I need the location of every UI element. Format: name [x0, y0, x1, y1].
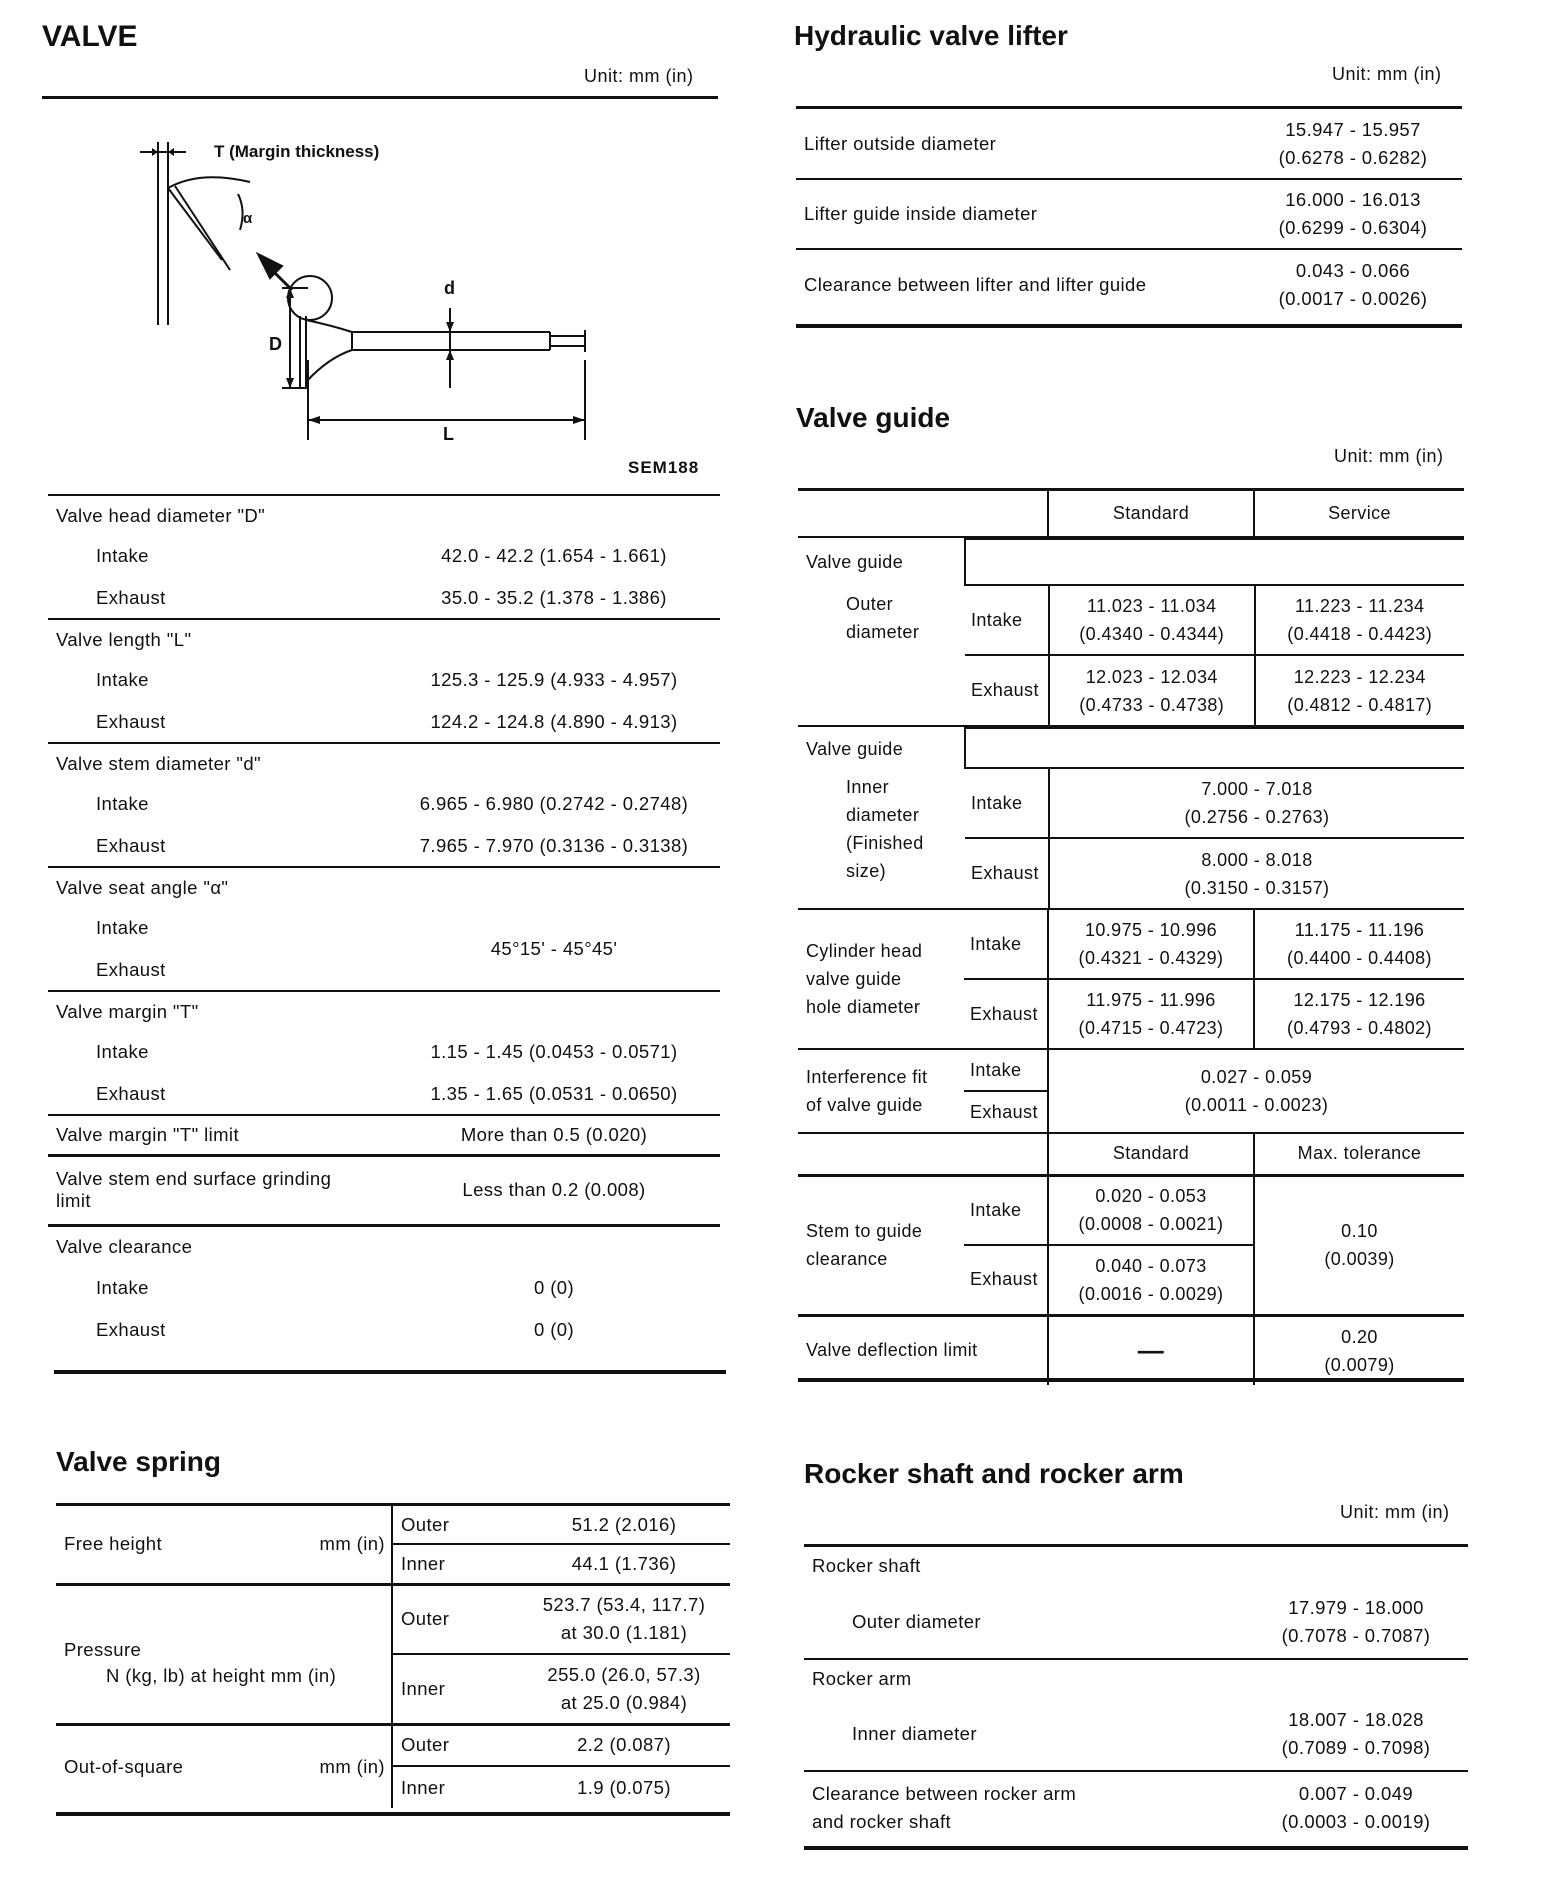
pressure-inner-value: 255.0 (26.0, 57.3) [547, 1663, 701, 1685]
guide-title: Valve guide [796, 402, 951, 433]
stem-intake: 0.020 - 0.053 (0.0008 - 0.0021) [1048, 1175, 1254, 1245]
valve-rule [42, 96, 718, 99]
table-row [56, 1724, 730, 1766]
table-row [56, 1584, 730, 1654]
row-label: Intake [96, 1277, 149, 1298]
pressure-inner-height: at 25.0 (0.984) [560, 1691, 688, 1713]
lifter-bottom-rule [796, 324, 1462, 328]
table-row [48, 907, 720, 949]
pressure-inner [518, 1654, 730, 1724]
pressure-cell [56, 1584, 392, 1724]
inner-intake: 7.000 - 7.018 (0.2756 - 0.2763) [1049, 768, 1464, 838]
seat-angle-value: 45°15' - 45°45' [490, 937, 618, 959]
table-row [48, 1115, 720, 1155]
table-row [965, 768, 1464, 838]
header-standard-2: Standard [1048, 1133, 1254, 1175]
table-row [48, 659, 720, 701]
inner-exhaust: 8.000 - 8.018 (0.3150 - 0.3157) [1049, 838, 1464, 908]
row-value: 0 (0) [533, 1319, 575, 1340]
rocker-title: Rocker shaft and rocker arm [804, 1458, 1184, 1489]
table-row [798, 726, 1464, 909]
outer-intake-std: 11.023 - 11.034 (0.4340 - 0.4344) [1049, 585, 1255, 655]
group-label: Valve margin "T" [48, 991, 720, 1031]
table-row [48, 1031, 720, 1073]
pressure-unit: N (kg, lb) at height mm (in) [106, 1665, 337, 1686]
table-row [48, 535, 720, 577]
row-value: 1.15 - 1.45 (0.0453 - 0.0571) [430, 1041, 678, 1062]
outer-diameter-group [798, 537, 964, 726]
row-value: Less than 0.2 (0.008) [388, 1155, 720, 1225]
inner-label: Inner [392, 1654, 518, 1724]
intake-label: Intake [965, 768, 1049, 838]
group-label: Valve head diameter "D" [48, 495, 720, 535]
table-row [804, 1585, 1468, 1659]
table-row [48, 1225, 720, 1267]
row-value: 17.979 - 18.000 (0.7078 - 0.7087) [1281, 1596, 1431, 1646]
inner-diameter-subtable [964, 727, 1464, 908]
head-D-label: D [269, 334, 282, 354]
table-row [48, 495, 720, 535]
guide-bottom-rule [798, 1378, 1464, 1382]
row-label: Valve margin "T" limit [48, 1115, 388, 1155]
group-label: Rocker arm [804, 1659, 1468, 1697]
row-value: More than 0.5 (0.020) [388, 1115, 720, 1155]
inner-diameter-group: Valve guide Inner diameter (Finished size) [798, 726, 964, 909]
table-row [48, 783, 720, 825]
row-label: Exhaust [96, 834, 166, 856]
outer-intake-srv: 11.223 - 11.234 (0.4418 - 0.4423) [1255, 585, 1465, 655]
rocker-unit: Unit: mm (in) [1340, 1502, 1450, 1522]
outer-label: Outer [392, 1724, 518, 1766]
lifter-unit: Unit: mm (in) [1332, 64, 1442, 84]
free-height-outer: 51.2 (2.016) [571, 1513, 677, 1535]
table-row [796, 249, 1462, 319]
spring-title: Valve spring [56, 1446, 221, 1477]
outer-label: Outer [392, 1584, 518, 1654]
intake-label: Intake [964, 1175, 1048, 1245]
stem-exhaust: 0.040 - 0.073 (0.0016 - 0.0029) [1048, 1245, 1254, 1315]
guide-unit: Unit: mm (in) [1334, 446, 1444, 466]
deflection-standard: — [1048, 1315, 1254, 1385]
row-label: Inner diameter [852, 1722, 977, 1744]
table-row [48, 1267, 720, 1309]
margin-thickness-label: T (Margin thickness) [214, 142, 380, 161]
free-height-inner: 44.1 (1.736) [518, 1544, 730, 1584]
cyl-intake-std: 10.975 - 10.996 (0.4321 - 0.4329) [1048, 909, 1254, 979]
lifter-table [796, 109, 1462, 319]
header-max-tolerance: Max. tolerance [1254, 1133, 1464, 1175]
figure-code: SEM188 [628, 458, 700, 477]
valve-guide-table [798, 491, 1464, 1385]
table-row [48, 1155, 720, 1225]
value-in: (0.6278 - 0.6282) [1278, 146, 1428, 168]
row-value: 42.0 - 42.2 (1.654 - 1.661) [441, 545, 667, 566]
outer-exhaust-srv: 12.223 - 12.234 (0.4812 - 0.4817) [1255, 655, 1465, 725]
intake-label: Intake [964, 909, 1048, 979]
rocker-bottom-rule [804, 1846, 1468, 1850]
row-label: Exhaust [96, 710, 166, 732]
row-label: Valve stem end surface grinding limit [48, 1155, 388, 1225]
row-label: Exhaust [96, 958, 166, 980]
table-row [798, 491, 1464, 537]
valve-diagram [130, 120, 730, 480]
table-row [48, 577, 720, 619]
group-label: Valve guide [806, 739, 904, 759]
exhaust-label: Exhaust [965, 655, 1049, 725]
group-label: Valve stem diameter "d" [48, 743, 720, 783]
valve-title: VALVE [42, 20, 138, 53]
row-label: Exhaust [96, 586, 166, 608]
table-row [798, 1175, 1464, 1245]
row-value: 18.007 - 18.028 (0.7089 - 0.7098) [1281, 1708, 1431, 1758]
row-value [1244, 109, 1462, 179]
valve-table-bottom-rule [54, 1370, 726, 1374]
row-value: 35.0 - 35.2 (1.378 - 1.386) [441, 586, 667, 608]
intake-label: Intake [965, 585, 1049, 655]
row-label: Intake [96, 669, 149, 690]
deflection-max: 0.20 (0.0079) [1254, 1315, 1464, 1385]
free-height-unit: mm (in) [319, 1533, 385, 1555]
group-label: Valve guide [806, 552, 904, 572]
stem-max: 0.10 (0.0039) [1254, 1175, 1464, 1315]
row-label: Intake [96, 793, 149, 814]
square-inner: 1.9 (0.075) [518, 1766, 730, 1808]
table-row [804, 1697, 1468, 1771]
exhaust-label: Exhaust [964, 1091, 1048, 1133]
inner-label: Inner [392, 1766, 518, 1808]
row-label: Exhaust [96, 1082, 166, 1104]
pressure-outer-value: 523.7 (53.4, 117.7) [542, 1594, 706, 1616]
row-value: 0.007 - 0.049 (0.0003 - 0.0019) [1244, 1771, 1468, 1843]
outer-label-2: diameter [846, 622, 920, 642]
table-row [48, 619, 720, 659]
table-row [48, 1309, 720, 1351]
table-row [48, 1073, 720, 1115]
deflection-label: Valve deflection limit [798, 1315, 1048, 1385]
cyl-exhaust-srv: 12.175 - 12.196 (0.4793 - 0.4802) [1254, 979, 1464, 1049]
table-row [796, 109, 1462, 179]
row-label: Clearance between rocker arm and rocker shaft [804, 1771, 1244, 1843]
row-value [1244, 249, 1462, 319]
group-label: Rocker shaft [812, 1555, 921, 1576]
alpha-label: α [243, 210, 253, 227]
outer-label: Outer [392, 1506, 518, 1544]
exhaust-label: Exhaust [965, 838, 1049, 908]
cylinder-head-label: Cylinder head valve guide hole diameter [798, 909, 964, 1049]
table-row [965, 585, 1464, 655]
pressure-outer [518, 1584, 730, 1654]
row-label: Intake [96, 1041, 149, 1062]
stem-d-label: d [444, 278, 455, 298]
row-value: 124.2 - 124.8 (4.890 - 4.913) [430, 710, 678, 732]
table-row [798, 909, 1464, 979]
square-label: Out-of-square [56, 1724, 216, 1808]
intake-label: Intake [964, 1049, 1048, 1091]
row-value: 6.965 - 6.980 (0.2742 - 0.2748) [419, 793, 689, 814]
interference-value: 0.027 - 0.059 (0.0011 - 0.0023) [1048, 1049, 1464, 1133]
lifter-title: Hydraulic valve lifter [794, 20, 1068, 51]
value-mm: 16.000 - 16.013 [1285, 189, 1421, 210]
row-label: Exhaust [96, 1319, 166, 1340]
table-row [804, 1547, 1468, 1585]
valve-specs-table [48, 494, 720, 1351]
row-value: 0 (0) [533, 1277, 575, 1298]
valve-unit: Unit: mm (in) [584, 66, 694, 86]
row-value: 125.3 - 125.9 (4.933 - 4.957) [430, 669, 678, 690]
table-row [48, 867, 720, 907]
value-in: (0.6299 - 0.6304) [1278, 217, 1428, 238]
outer-label-1: Outer [846, 594, 894, 614]
inner-label: Inner [392, 1544, 518, 1584]
row-label: Clearance between lifter and lifter guide [796, 249, 1244, 319]
right-column [784, 0, 1568, 1894]
header-standard: Standard [1048, 491, 1254, 537]
table-row [804, 1771, 1468, 1843]
group-label: Valve seat angle "α" [48, 867, 720, 907]
header-service: Service [1254, 491, 1464, 537]
table-row [804, 1659, 1468, 1697]
stem-guide-label: Stem to guide clearance [798, 1175, 964, 1315]
table-row [798, 537, 1464, 726]
row-label: Lifter guide inside diameter [796, 179, 1244, 249]
square-unit: mm (in) [216, 1724, 392, 1808]
table-row [965, 838, 1464, 908]
rocker-table [804, 1547, 1468, 1843]
row-label: Intake [96, 545, 149, 566]
group-label: Valve length "L" [48, 619, 720, 659]
pressure-label: Pressure [64, 1639, 142, 1660]
table-row [48, 825, 720, 867]
table-row [48, 701, 720, 743]
spring-table [56, 1506, 730, 1808]
spring-bottom-rule [56, 1812, 730, 1816]
table-row [798, 1315, 1464, 1385]
table-row [48, 991, 720, 1031]
outer-exhaust-std: 12.023 - 12.034 (0.4733 - 0.4738) [1049, 655, 1255, 725]
table-row [796, 179, 1462, 249]
length-L-label: L [443, 424, 454, 444]
value-mm: 15.947 - 15.957 [1285, 118, 1421, 140]
cyl-exhaust-std: 11.975 - 11.996 (0.4715 - 0.4723) [1048, 979, 1254, 1049]
table-row [798, 1133, 1464, 1175]
row-value: 1.35 - 1.65 (0.0531 - 0.0650) [430, 1082, 678, 1104]
row-value: 7.965 - 7.970 (0.3136 - 0.3138) [419, 834, 689, 856]
row-label: Lifter outside diameter [804, 132, 997, 154]
interference-label: Interference fit of valve guide [798, 1049, 964, 1133]
row-label: Outer diameter [852, 1610, 981, 1632]
table-row [56, 1506, 730, 1544]
row-value [1244, 179, 1462, 249]
row-label: Intake [96, 917, 149, 938]
exhaust-label: Exhaust [964, 1245, 1048, 1315]
group-label: Valve clearance [48, 1225, 720, 1267]
table-row [965, 655, 1464, 725]
value-in: (0.0017 - 0.0026) [1278, 287, 1428, 309]
outer-diameter-subtable [964, 538, 1464, 725]
free-height-label: Free height [64, 1533, 162, 1555]
value-mm: 0.043 - 0.066 [1295, 259, 1411, 281]
cyl-intake-srv: 11.175 - 11.196 (0.4400 - 0.4408) [1254, 909, 1464, 979]
square-outer: 2.2 (0.087) [518, 1724, 730, 1766]
pressure-outer-height: at 30.0 (1.181) [560, 1622, 688, 1644]
table-row [48, 743, 720, 783]
table-row [798, 1049, 1464, 1091]
exhaust-label: Exhaust [964, 979, 1048, 1049]
